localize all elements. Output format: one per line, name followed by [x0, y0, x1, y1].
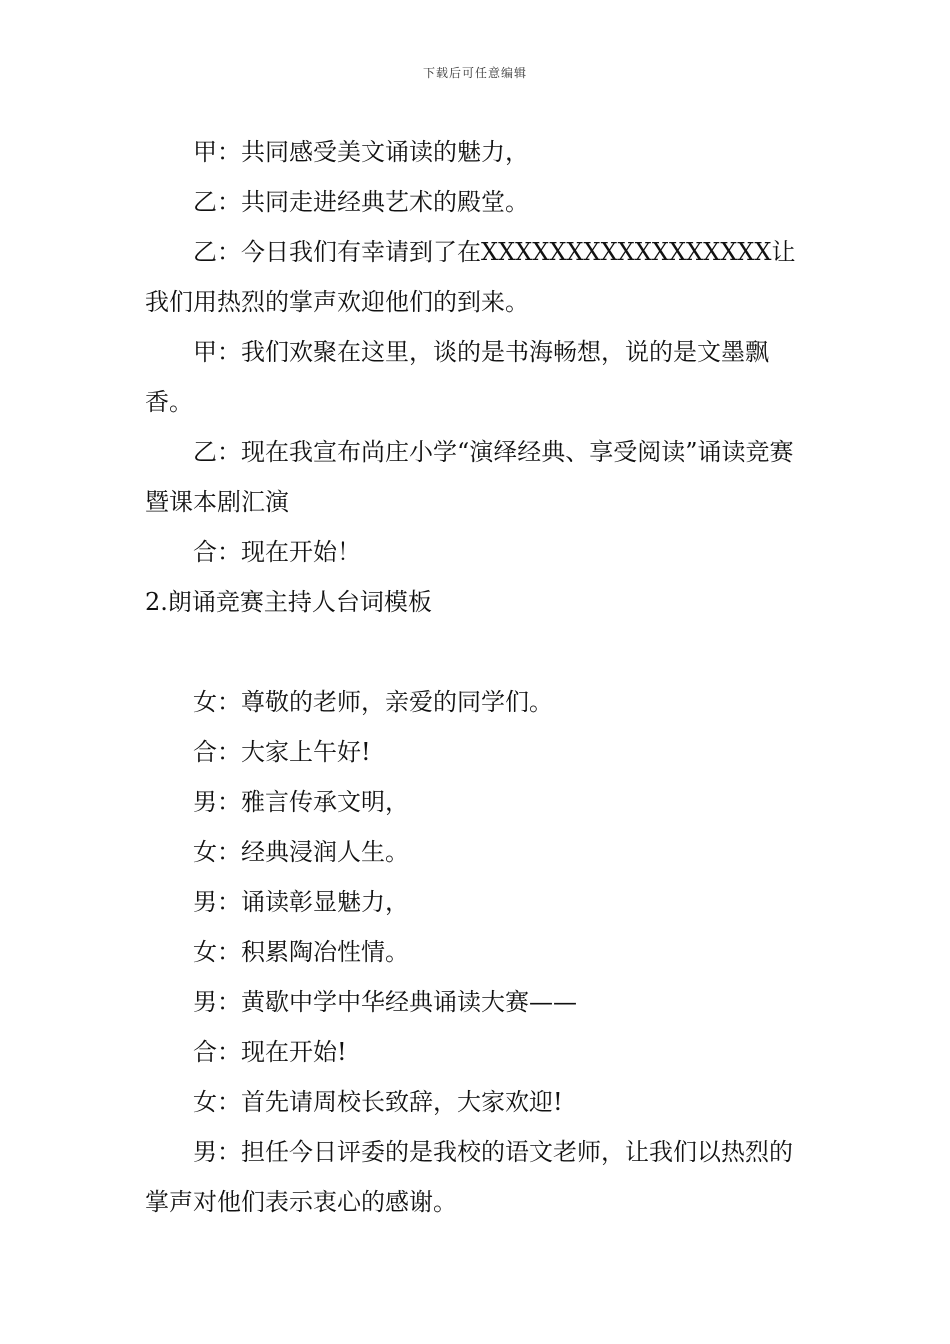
blank-line — [145, 627, 810, 677]
section-heading: 2.朗诵竞赛主持人台词模板 — [145, 588, 432, 616]
paragraph: 合：现在开始! — [193, 1038, 347, 1066]
document-body — [145, 127, 810, 1227]
paragraph: 甲：我们欢聚在这里，谈的是书海畅想，说的是文墨飘香。 — [145, 338, 769, 416]
paragraph: 合：大家上午好! — [193, 738, 371, 766]
paragraph: 乙：现在我宣布尚庄小学“演绎经典、享受阅读”诵读竞赛暨课本剧汇演 — [145, 438, 794, 516]
paragraph: 男：雅言传承文明， — [193, 788, 409, 816]
paragraph: 女：首先请周校长致辞，大家欢迎! — [193, 1088, 563, 1116]
paragraph: 女：尊敬的老师，亲爱的同学们。 — [193, 688, 553, 716]
paragraph: 乙：共同走进经典艺术的殿堂。 — [193, 188, 529, 216]
paragraph: 乙：今日我们有幸请到了在XXXXXXXXXXXXXXXXX让我们用热烈的掌声欢迎他们的到来。 — [145, 238, 796, 316]
paragraph: 女：经典浸润人生。 — [193, 838, 409, 866]
paragraph: 甲：共同感受美文诵读的魅力， — [193, 138, 529, 166]
paragraph: 男：黄歇中学中华经典诵读大赛—— — [193, 988, 577, 1016]
paragraph: 合：现在开始！ — [193, 538, 361, 566]
paragraph: 女：积累陶冶性情。 — [193, 938, 409, 966]
paragraph: 男：诵读彰显魅力， — [193, 888, 409, 916]
page-header: 下载后可任意编辑 — [422, 66, 527, 80]
paragraph: 男：担任今日评委的是我校的语文老师，让我们以热烈的掌声对他们表示衷心的感谢。 — [145, 1138, 793, 1216]
